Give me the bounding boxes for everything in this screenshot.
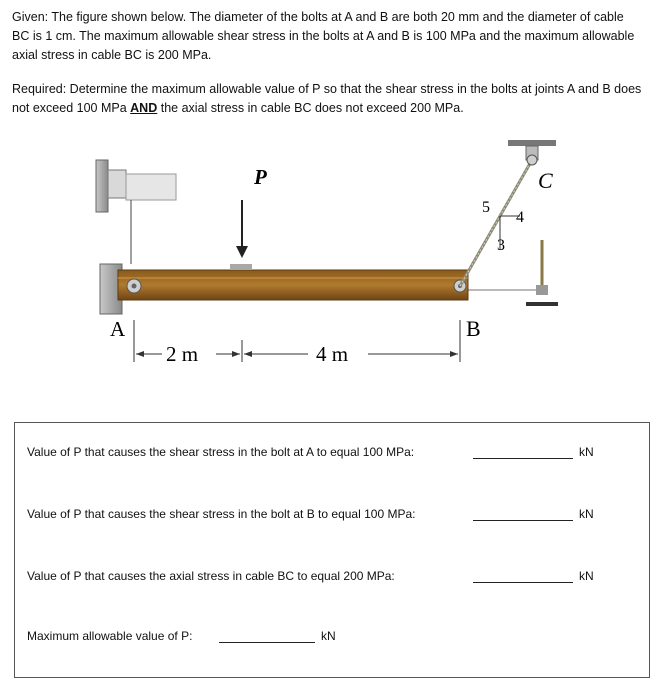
beam — [118, 270, 468, 300]
slope-horiz-label: 4 — [516, 209, 524, 226]
required-text — [12, 80, 642, 118]
required-and: AND — [130, 101, 158, 115]
answer-row-a-unit: kN — [579, 445, 594, 459]
label-c: C — [538, 168, 553, 193]
answer-box — [14, 422, 650, 678]
answer-row-a-input[interactable] — [473, 445, 573, 459]
required-suffix: the axial stress in cable BC does not exceed 200 MPa. — [160, 101, 464, 115]
dim-left-label: 2 m — [166, 342, 199, 366]
dim-right-label: 4 m — [316, 342, 349, 366]
answer-row-a-label: Value of P that causes the shear stress in the bolt at A to equal 100 MPa: — [27, 445, 415, 459]
given-text: Given: The figure shown below. The diameter of the bolts at A and B are both 20 mm and the diameter of cable BC is 1 cm. The maximum allowable shear stress in the bolts at A and B is 100 MPa and the maximum allowable axial stress in cable BC is 200 MPa. — [12, 10, 635, 62]
max-p-label: Maximum allowable value of P: — [27, 629, 193, 643]
bolt-a — [127, 279, 141, 293]
answer-row-bc-input[interactable] — [473, 569, 573, 583]
max-p-input[interactable] — [219, 629, 315, 643]
answer-row-bc-unit: kN — [579, 569, 594, 583]
load-p-label: P — [254, 165, 267, 189]
answer-row-b-input[interactable] — [473, 507, 573, 521]
answer-row-b-unit: kN — [579, 507, 594, 521]
label-b: B — [466, 316, 481, 341]
answer-row-bc-label: Value of P that causes the axial stress in cable BC to equal 200 MPa: — [27, 569, 395, 583]
slope-hyp-label: 5 — [482, 199, 490, 216]
slope-vert-label: 3 — [497, 237, 505, 254]
load-p-arrow — [230, 200, 252, 270]
support-c — [508, 140, 556, 165]
max-p-unit: kN — [321, 629, 336, 643]
label-a: A — [110, 317, 126, 341]
slope-triangle — [482, 199, 524, 254]
beam-figure — [90, 140, 610, 375]
required-prefix: Required: Determine the maximum allowable value of P so that the shear stress in the bolts at joints A and B does not exceed 100 MPa — [12, 82, 642, 115]
answer-row-b-label: Value of P that causes the shear stress in the bolt at B to equal 100 MPa: — [27, 507, 416, 521]
